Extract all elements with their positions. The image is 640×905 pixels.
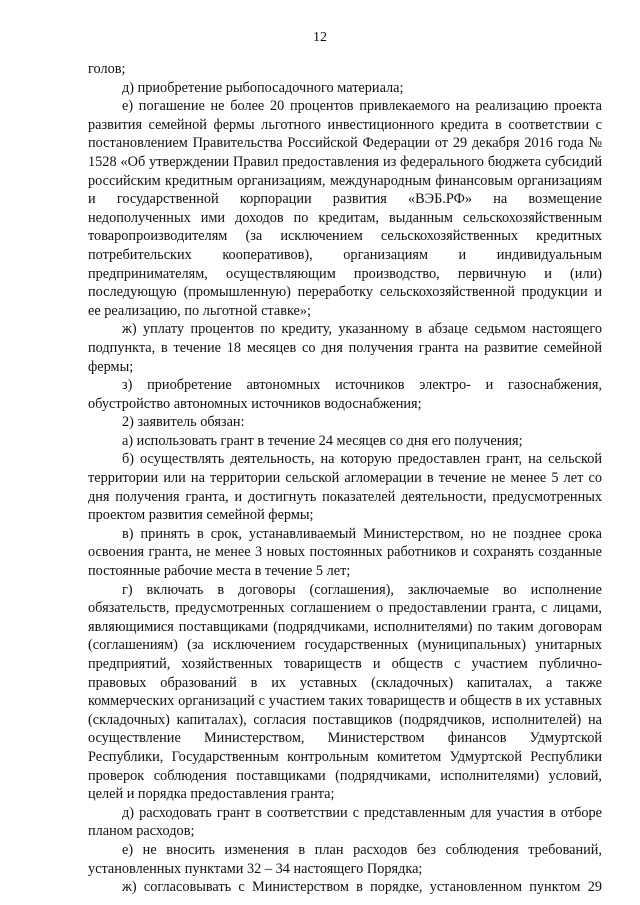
- paragraph-item-d-fish-stock: д) приобретение рыбопосадочного материала;: [122, 79, 404, 96]
- paragraph-obligation-v: в) принять в срок, устанавливаемый Министерством, но не позднее срока освоения гранта, не менее 3 новых постоянных работников и сохранять созданные постоянные рабочие места в течение 5 лет;: [88, 525, 602, 580]
- paragraph-obligation-zh: ж) согласовывать с Министерством в порядке, установленном пунктом 29: [122, 879, 602, 896]
- paragraph-item-e-loan-repayment: е) погашение не более 20 процентов привлекаемого на реализацию проекта развития семейной фермы льготного инвестиционного кредита в соответствии с постановлением Правительства Российской Федерации от 29 декабря 2016 года № 1528 «Об утверждении Правил предоставления из федерального бюджета субсидий российским кредитным организациям, международным финансовым организациям и государственной корпорации развития «ВЭБ.РФ» на возмещение недополученных ими доходов по кредитам, выданным сельскохозяйственным товаропроизводителям (за исключением сельскохозяйственных кредитных потребительских кооперативов), организациям и индивидуальным предпринимателям, осуществляющим производство, первичную и (или) последующую (промышленную) переработку сельскохозяйственной продукции и ее реализацию, по льготной ставке»;: [88, 98, 602, 319]
- paragraph-obligation-a: а) использовать грант в течение 24 месяцев со дня его получения;: [122, 432, 523, 449]
- paragraph-obligation-b: б) осуществлять деятельность, на которую предоставлен грант, на сельской территории или на территории сельской агломерации в течение не менее 5 лет со дня получения гранта, и достигнуть показателей деятельности, предусмотренных проектом развития семейной фермы;: [88, 451, 602, 524]
- paragraph-obligation-g: г) включать в договоры (соглашения), заключаемые во исполнение обязательств, предусмотренных соглашением о предоставлении гранта, с лицами, являющимися поставщиками (подрядчиками, исполнителями) по таким договорам (соглашениям) (за исключением государственных (муниципальных) унитарных предприятий, хозяйственных товариществ и обществ с участием публично-правовых образований в их уставных (складочных) капиталах, а также коммерческих организаций с участием таких товариществ и обществ в их уставных (складочных) капиталах), согласия поставщиков (подрядчиков, исполнителей) на осуществление Министерством, Министерством финансов Удмуртской Республики, Государственным контрольным комитетом Удмуртской Республики проверок соблюдения поставщиками (подрядчиками, исполнителями) условий, целей и порядка предоставления гранта;: [88, 581, 602, 803]
- page-body: [88, 60, 602, 897]
- paragraph-item-zh-interest: ж) уплату процентов по кредиту, указанному в абзаце седьмом настоящего подпункта, в течение 18 месяцев со дня получения гранта на развитие семейной фермы;: [88, 321, 602, 375]
- page-number: 12: [313, 30, 327, 45]
- paragraph-continuation: голов;: [88, 61, 126, 77]
- paragraph-applicant-obliged: 2) заявитель обязан:: [122, 414, 245, 431]
- paragraph-obligation-d: д) расходовать грант в соответствии с представленным для участия в отборе планом расходов;: [88, 804, 602, 840]
- paragraph-obligation-e: е) не вносить изменения в план расходов без соблюдения требований, установленных пунктами 32 – 34 настоящего Порядка;: [88, 841, 602, 877]
- paragraph-item-z-autonomous-sources: з) приобретение автономных источников электро- и газоснабжения, обустройство автономных источников водоснабжения;: [88, 377, 602, 412]
